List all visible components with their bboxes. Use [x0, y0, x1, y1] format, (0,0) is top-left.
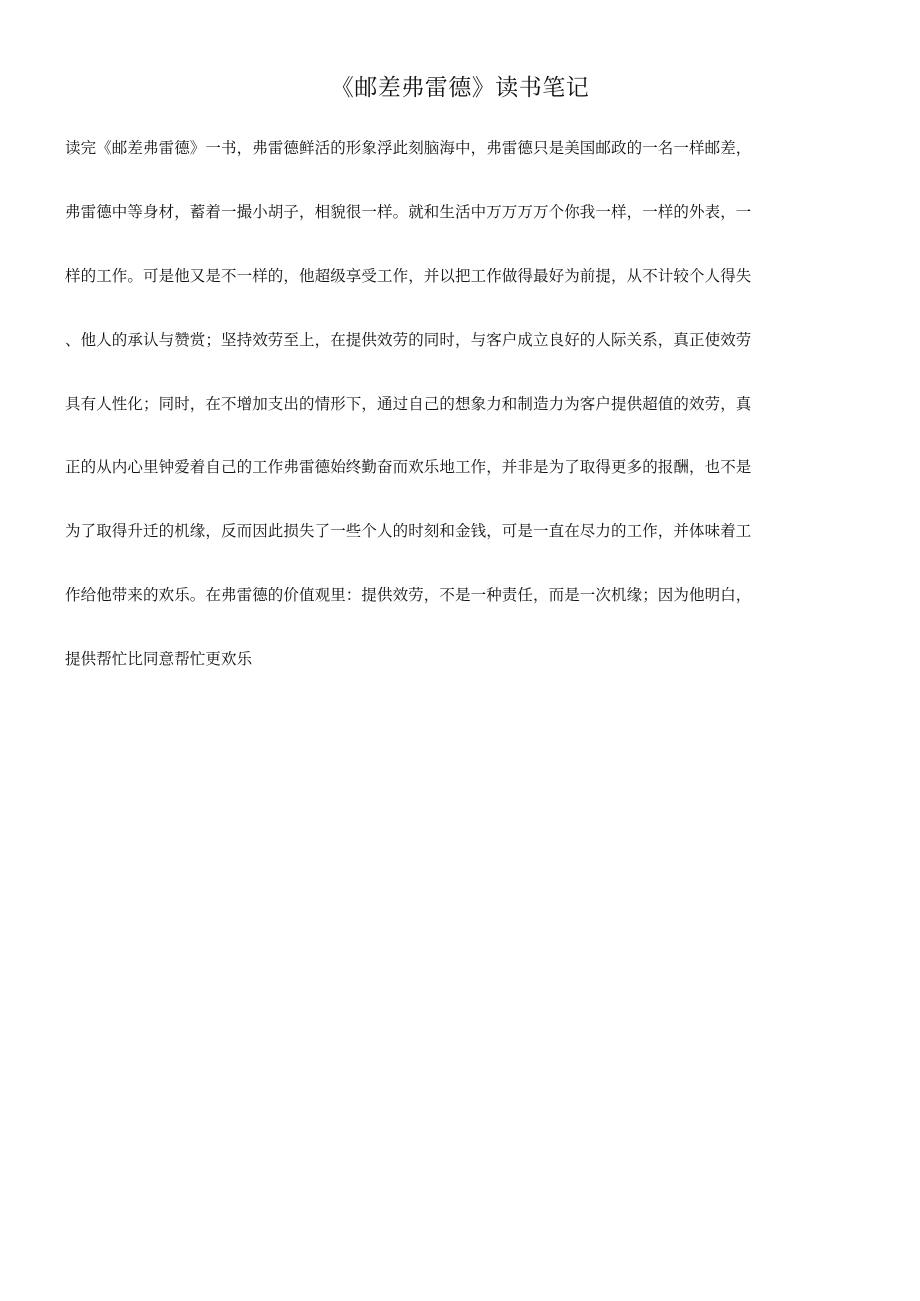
body-line: 正的从内心里钟爱着自己的工作弗雷德始终勤奋而欢乐地工作，并非是为了取得更多的报酬，也不是: [65, 458, 752, 476]
body-line: 、他人的承认与赞赏；坚持效劳至上，在提供效劳的同时，与客户成立良好的人际关系，真正使效劳: [65, 331, 752, 349]
body-line: 具有人性化；同时，在不增加支出的情形下，通过自己的想象力和制造力为客户提供超值的效劳，真: [65, 395, 752, 413]
body-line: 读完《邮差弗雷德》一书，弗雷德鲜活的形象浮此刻脑海中，弗雷德只是美国邮政的一名一样邮差，: [65, 139, 752, 157]
body-line: 弗雷德中等身材，蓄着一撮小胡子，相貌很一样。就和生活中万万万万个你我一样，一样的外表，一: [65, 203, 752, 221]
body-line: 提供帮忙比同意帮忙更欢乐: [65, 650, 253, 668]
body-line: 样的工作。可是他又是不一样的，他超级享受工作，并以把工作做得最好为前提，从不计较个人得失: [65, 267, 752, 285]
document-title: 《邮差弗雷德》读书笔记: [330, 75, 590, 101]
body-line: 为了取得升迁的机缘，反而因此损失了一些个人的时刻和金钱，可是一直在尽力的工作，并体味着工: [65, 522, 752, 540]
body-line: 作给他带来的欢乐。在弗雷德的价值观里：提供效劳，不是一种责任，而是一次机缘；因为他明白，: [65, 586, 752, 604]
